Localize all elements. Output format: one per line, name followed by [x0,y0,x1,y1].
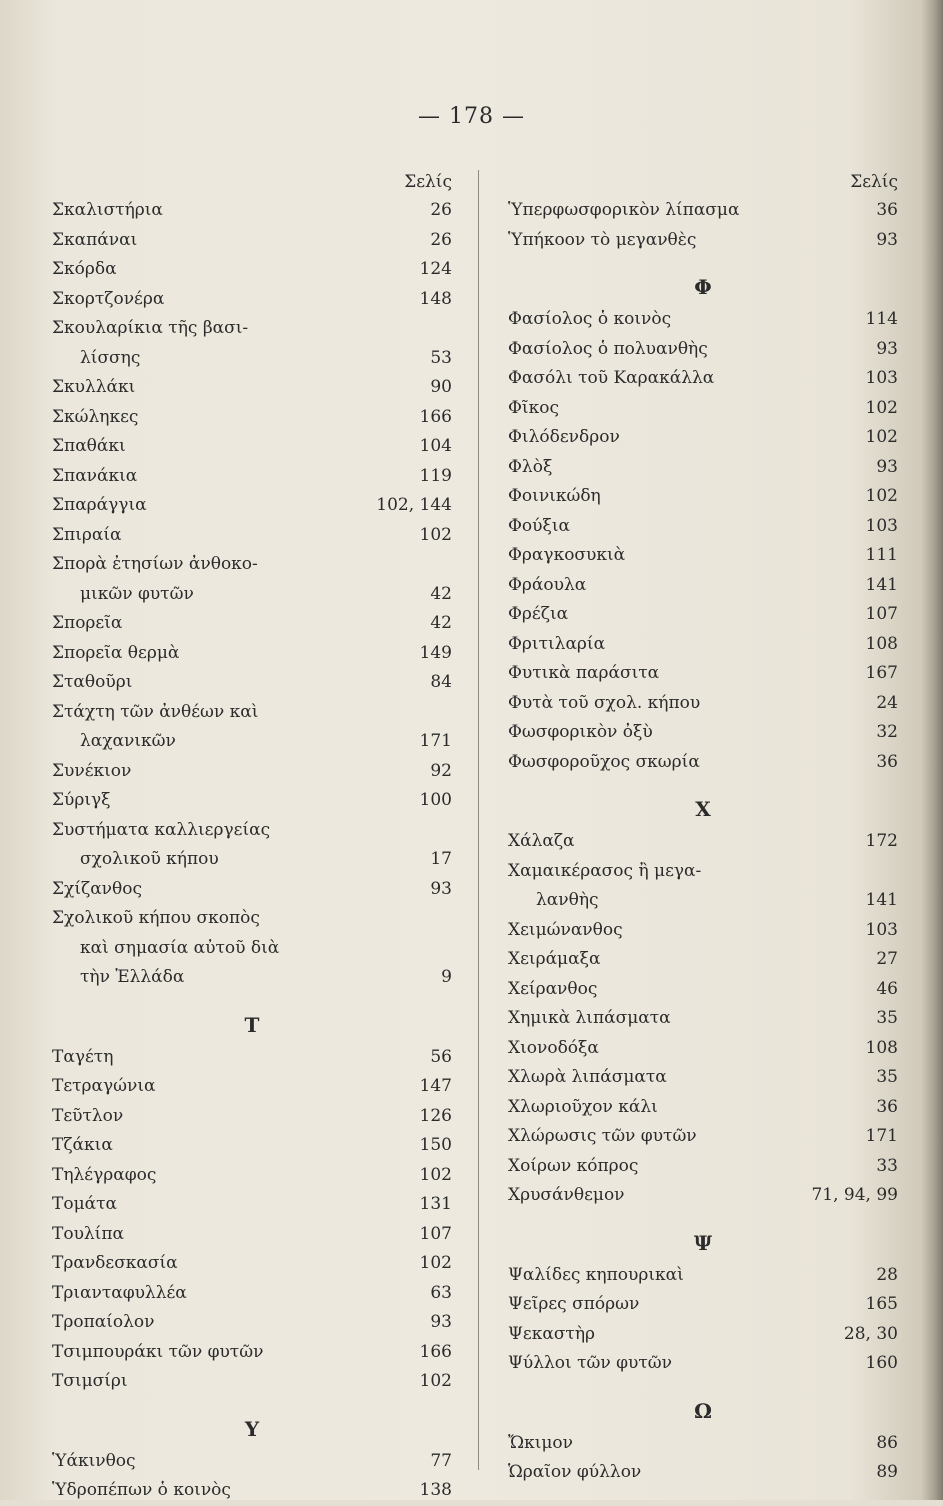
entry-page: 46 [876,978,898,999]
index-entry [508,394,898,424]
index-entry [508,453,898,483]
index-entry [52,934,452,964]
entry-page: 108 [865,633,898,654]
entry-term: Φωσφορικὸν ὀξὺ [508,722,653,742]
entry-term: Φασίολος ὁ πολυανθὴς [508,338,708,359]
index-entry [508,196,898,226]
entry-term: Τζάκια [52,1135,113,1155]
entry-term: Φυτικὰ παράσιτα [508,663,660,683]
entry-term: Τσιμπουράκι τῶν φυτῶν [52,1341,264,1362]
entry-page: 93 [430,1312,452,1332]
entry-term: Χάλαζα [508,831,575,851]
entry-term: Φωσφοροῦχος σκωρία [508,751,700,772]
entry-page: 92 [430,760,452,781]
entry-term: Χλωρὰ λιπάσματα [508,1067,667,1087]
index-entry [52,698,452,728]
group-gap [508,777,898,791]
entry-term: Σπορεῖα [52,613,123,633]
index-entry [508,1152,898,1182]
entry-page: 32 [876,722,898,742]
entry-term: Τεῦτλον [52,1105,124,1126]
index-entry [508,945,898,975]
entry-term: Ταγέτη [52,1046,114,1067]
entry-term: Ὑάκινθος [52,1450,136,1471]
index-entry [52,344,452,374]
entry-page: 90 [430,377,452,397]
group-gap [508,255,898,269]
entry-term: Ψαλίδες κηπουρικαὶ [508,1264,684,1285]
entry-page: 93 [876,456,898,477]
entry-page: 166 [419,406,452,427]
index-entry [52,875,452,905]
entry-page: 56 [430,1046,452,1067]
entry-page: 42 [430,613,452,633]
entry-page: 126 [419,1105,452,1126]
entry-page: 171 [419,731,452,751]
entry-page: 93 [430,878,452,899]
index-entry [52,668,452,698]
entry-page: 141 [865,890,898,910]
entry-term: Ὡραῖον φύλλον [508,1462,642,1482]
entry-term: Φυτὰ τοῦ σχολ. κήπου [508,692,701,713]
entry-term: Φούξια [508,515,571,536]
index-entry [508,1349,898,1379]
group-gap [508,1211,898,1225]
entry-page: 104 [419,436,452,456]
entry-page: 171 [865,1126,898,1146]
entry-page: 93 [876,229,898,250]
section-letter: Χ [695,797,711,821]
entry-page: 148 [419,288,452,309]
index-entry [52,786,452,816]
index-entry [52,1367,452,1397]
index-entry [508,512,898,542]
entry-page: 36 [876,751,898,772]
entry-term: Ὑπερφωσφορικὸν λίπασμα [508,200,740,220]
index-entry [508,1093,898,1123]
entry-page: 84 [430,672,452,692]
index-entry [52,1476,452,1506]
entry-page: 42 [430,583,452,604]
entry-page: 28, 30 [843,1323,898,1344]
entry-page: 103 [865,368,898,388]
entry-page: 131 [419,1194,452,1214]
entry-page: 86 [876,1432,898,1453]
index-entry [508,226,898,256]
index-entry [52,1190,452,1220]
entry-term: Συστήματα καλλιεργείας [52,819,271,840]
entry-page: 89 [876,1462,898,1482]
entry-page: 102 [419,1371,452,1391]
entry-page: 26 [430,229,452,250]
group-gap [52,993,452,1007]
index-entry [52,639,452,669]
entry-page: 102 [865,397,898,418]
entry-term: Σκαλιστήρια [52,200,163,220]
section-letter: Φ [694,275,712,299]
entry-term: Χλωριοῦχον κάλι [508,1096,658,1117]
index-entry [52,609,452,639]
index-entry [52,1102,452,1132]
index-entry [508,1034,898,1064]
entry-page: 17 [430,849,452,869]
entry-term: Τρανδεσκασία [52,1253,178,1273]
index-entry [508,541,898,571]
section-letter: Τ [244,1012,260,1037]
entry-term: Φράουλα [508,574,587,595]
entry-term: τὴν Ἑλλάδα [80,967,185,987]
column-header: Σελίς [404,172,452,192]
entry-term: Σκόρδα [52,259,117,279]
index-entry [508,630,898,660]
entry-page: 147 [419,1076,452,1096]
entry-page: 36 [876,200,898,220]
index-entry [508,571,898,601]
entry-page: 107 [865,604,898,624]
index-entry [508,1063,898,1093]
index-entry [52,904,452,934]
entry-page: 93 [876,338,898,359]
entry-term: Τουλίπα [52,1223,125,1244]
entry-page: 107 [419,1223,452,1244]
index-entry [52,1279,452,1309]
group-gap [508,1379,898,1393]
group-gap [52,1397,452,1411]
entry-page: 165 [865,1294,898,1314]
entry-term: Τετραγώνια [52,1076,156,1096]
index-entry [52,314,452,344]
entry-page: 102 [865,486,898,506]
entry-page: 71, 94, 99 [811,1185,898,1205]
column-header: Σελίς [850,172,898,192]
entry-term: Σταθοῦρι [52,672,133,692]
entry-page: 114 [865,309,898,329]
entry-term: Φριτιλαρία [508,633,606,654]
index-entry [52,1308,452,1338]
entry-term: Ψεῖρες σπόρων [508,1294,640,1314]
entry-page: 33 [876,1155,898,1176]
entry-term: Φασόλι τοῦ Καρακάλλα [508,368,715,388]
entry-term: Στάχτη τῶν ἀνθέων καὶ [52,701,259,722]
index-entry [52,196,452,226]
index-entry [508,659,898,689]
index-entry [52,1447,452,1477]
entry-page: 149 [419,642,452,663]
entry-term: Ὑπήκοον τὸ μεγανθὲς [508,229,697,250]
entry-term: Χλώρωσις τῶν φυτῶν [508,1126,697,1146]
index-entry [52,1043,452,1073]
entry-page: 119 [419,465,452,486]
entry-term: Σπαθάκι [52,436,126,456]
entry-term: Τομάτα [52,1194,117,1214]
entry-term: Χειμώνανθος [508,919,623,940]
entry-page: 102, 144 [376,495,452,515]
section-letter: Ω [694,1398,712,1423]
index-entry [52,285,452,315]
entry-term: Σπιραία [52,524,122,545]
entry-page: 108 [865,1037,898,1058]
index-entry [52,403,452,433]
index-entry [508,1458,898,1488]
index-column-left [52,168,452,1506]
entry-term: λανθὴς [536,890,599,910]
entry-term: Φιλόδενδρον [508,427,620,447]
entry-page: 102 [419,1253,452,1273]
index-entry [508,1181,898,1211]
index-entry [508,600,898,630]
entry-term: Σπανάκια [52,465,138,486]
entry-page: 124 [419,259,452,279]
entry-term: Σκορτζονέρα [52,288,165,309]
entry-term: Ὑδροπέπων ὁ κοινὸς [52,1480,231,1500]
entry-page: 77 [430,1450,452,1471]
index-entry [508,364,898,394]
index-entry [508,305,898,335]
index-entry [508,857,898,887]
entry-page: 167 [865,663,898,683]
index-entry [52,1072,452,1102]
index-entry [52,550,452,580]
entry-term: Χαμαικέρασος ἢ μεγα- [508,860,702,881]
index-entry [508,748,898,778]
index-entry [52,1220,452,1250]
entry-term: Σχίζανθος [52,878,143,899]
entry-page: 63 [430,1282,452,1303]
index-entry [52,1249,452,1279]
entry-page: 26 [430,200,452,220]
index-entry [52,226,452,256]
entry-page: 24 [876,692,898,713]
entry-term: λαχανικῶν [80,731,176,751]
section-letter: Ψ [693,1230,713,1255]
index-entry [508,1122,898,1152]
index-entry [52,1161,452,1191]
entry-term: Τηλέγραφος [52,1164,157,1185]
entry-term: Σκαπάναι [52,229,138,250]
index-entry [508,482,898,512]
entry-term: Φραγκοσυκιὰ [508,545,626,565]
entry-term: Ψεκαστὴρ [508,1323,596,1344]
index-entry [52,816,452,846]
entry-page: 35 [876,1067,898,1087]
entry-term: Τσιμσίρι [52,1371,128,1391]
index-entry [508,1429,898,1459]
entry-term: Σκουλαρίκια τῆς βασι- [52,318,249,338]
entry-term: Συνέκιον [52,760,132,781]
entry-term: Χείρανθος [508,978,598,999]
index-entry [52,462,452,492]
entry-term: Σπορὰ ἐτησίων ἀνθοκο- [52,554,258,574]
entry-term: Ψύλλοι τῶν φυτῶν [508,1353,672,1373]
entry-page: 28 [876,1264,898,1285]
index-entry [508,1261,898,1291]
entry-page: 102 [419,524,452,545]
entry-page: 9 [441,967,452,987]
entry-term: σχολικοῦ κήπου [80,849,219,869]
index-entry [52,491,452,521]
entry-page: 27 [876,949,898,969]
index-entry [52,580,452,610]
entry-term: Ὤκιμον [508,1432,573,1453]
entry-page: 103 [865,515,898,536]
entry-page: 103 [865,919,898,940]
entry-term: καὶ σημασία αὐτοῦ διὰ [80,937,280,958]
entry-term: μικῶν φυτῶν [80,583,194,604]
index-entry [508,827,898,857]
entry-term: Σκυλλάκι [52,377,136,397]
index-entry [508,335,898,365]
entry-page: 160 [865,1353,898,1373]
index-entry [52,373,452,403]
entry-term: Χημικὰ λιπάσματα [508,1008,671,1028]
section-letter: Υ [244,1416,260,1441]
index-entry [52,1338,452,1368]
index-entry [52,521,452,551]
entry-term: Φρέζια [508,604,569,624]
entry-term: Χειράμαξα [508,949,601,969]
page-edge-shadow [921,0,943,1500]
index-entry [52,432,452,462]
entry-page: 53 [430,347,452,368]
page-number: — 178 — [418,104,525,129]
entry-term: Σπαράγγια [52,495,147,515]
entry-page: 111 [865,545,898,565]
entry-term: Χιονοδόξα [508,1037,599,1058]
entry-page: 150 [419,1135,452,1155]
entry-page: 102 [865,427,898,447]
entry-page: 36 [876,1096,898,1117]
entry-term: Φῖκος [508,397,559,418]
index-entry [52,727,452,757]
entry-term: Τριανταφυλλέα [52,1282,187,1303]
index-entry [508,718,898,748]
column-divider [478,170,479,1470]
entry-term: Φοινικώδη [508,486,601,506]
entry-page: 166 [419,1341,452,1362]
index-entry [52,255,452,285]
entry-term: Χρυσάνθεμον [508,1185,625,1205]
entry-term: Σύριγξ [52,790,111,810]
entry-page: 138 [419,1480,452,1500]
index-entry [508,1290,898,1320]
entry-page: 102 [419,1164,452,1185]
index-entry [508,423,898,453]
entry-page: 172 [865,831,898,851]
index-entry [52,963,452,993]
index-column-right [508,168,898,1488]
entry-term: Χοίρων κόπρος [508,1155,639,1176]
entry-term: λίσσης [80,347,141,368]
index-entry [52,757,452,787]
index-entry [508,689,898,719]
index-entry [52,1131,452,1161]
index-entry [508,916,898,946]
index-entry [508,975,898,1005]
entry-page: 141 [865,574,898,595]
index-entry [508,1004,898,1034]
entry-term: Σκώληκες [52,406,139,427]
entry-term: Σπορεῖα θερμὰ [52,642,180,663]
entry-page: 35 [876,1008,898,1028]
entry-term: Φασίολος ὁ κοινὸς [508,309,672,329]
index-entry [508,1320,898,1350]
entry-term: Τροπαίολον [52,1312,155,1332]
index-entry [508,886,898,916]
index-entry [52,845,452,875]
entry-term: Σχολικοῦ κήπου σκοπὸς [52,908,260,928]
entry-page: 100 [419,790,452,810]
entry-term: Φλὸξ [508,456,553,477]
